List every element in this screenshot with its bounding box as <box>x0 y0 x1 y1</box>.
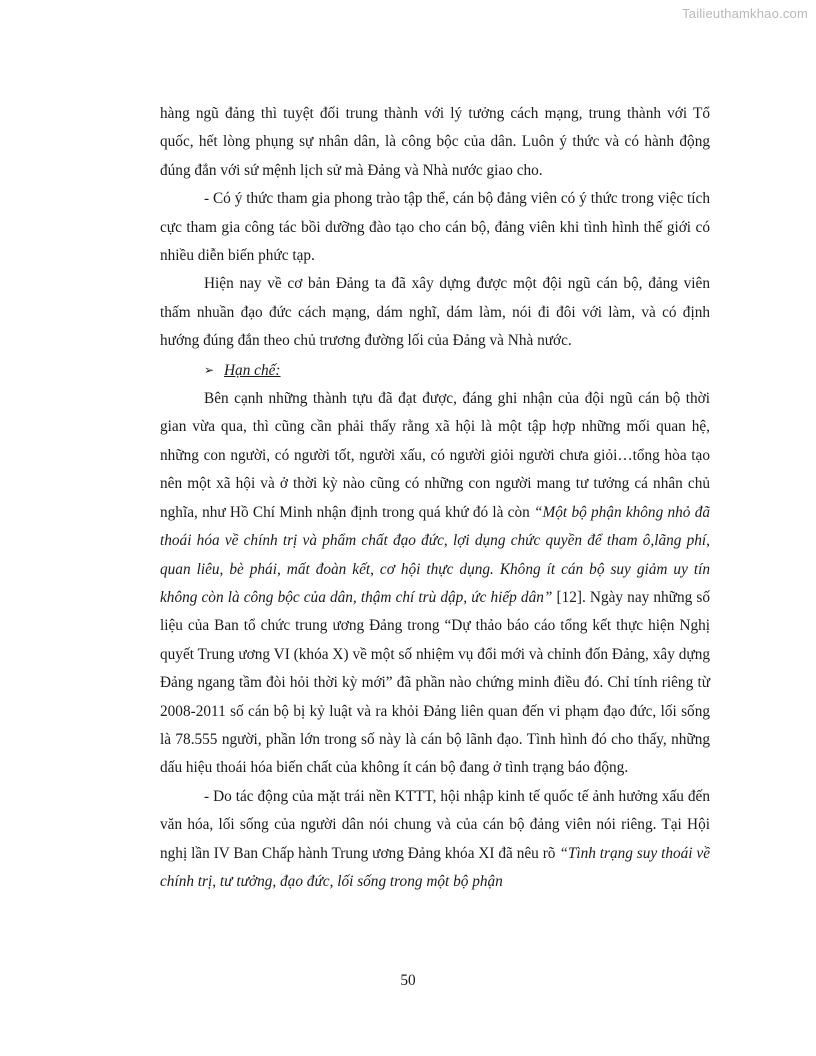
arrow-bullet-icon: ➢ <box>204 362 215 377</box>
paragraph <box>160 385 710 783</box>
quotation: “Một bộ phận không nhỏ đã thoái hóa về chính trị và phẩm chất đạo đức, lợi dụng chức quyền để tham ô,lãng phí, quan liêu, bè phái, mất đoàn kết, cơ hội thực dụng. Không ít cán bộ suy giảm uy tín không còn là công bộc của dân, thậm chí trù dập, ức hiếp dân” <box>160 503 710 606</box>
paragraph-text: - Do tác động của mặt trái nền KTTT, hội nhập kinh tế quốc tế ảnh hưởng xấu đến văn hóa, lối sống của người dân nói chung và của cán bộ đảng viên nói riêng. Tại Hội nghị lần IV Ban Chấp hành Trung ương Đảng khóa XI đã nêu rõ <box>160 787 710 862</box>
paragraph-text: Bên cạnh những thành tựu đã đạt được, đáng ghi nhận của đội ngũ cán bộ thời gian vừa qua, thì cũng cần phải thấy rằng xã hội là một tập hợp những mối quan hệ, những con người, có người tốt, người xấu, có người giỏi người chưa giỏi…tổng hòa tạo nên một xã hội và ở thời kỳ nào cũng có những con người mang tư tưởng cá nhân chủ nghĩa, như Hồ Chí Minh nhận định trong quá khứ đó là còn <box>160 390 710 521</box>
paragraph <box>160 783 710 897</box>
quotation: “Tình trạng suy thoái về chính trị, tư tưởng, đạo đức, lối sống trong một bộ phận <box>160 844 710 890</box>
paragraph: hàng ngũ đảng thì tuyệt đối trung thành với lý tưởng cách mạng, trung thành với Tổ quốc, hết lòng phụng sự nhân dân, là công bộc của dân. Luôn ý thức và có hành động đúng đắn với sứ mệnh lịch sử mà Đảng và Nhà nước giao cho. <box>160 105 710 179</box>
paragraph: - Có ý thức tham gia phong trào tập thể, cán bộ đảng viên có ý thức trong việc tích cực tham gia công tác bồi dưỡng đào tạo cho cán bộ, đảng viên khi tình hình thế giới có nhiều diễn biến phức tạp. <box>160 190 710 265</box>
section-heading-label: Hạn chế: <box>224 361 281 379</box>
section-heading <box>160 356 710 385</box>
document-body <box>160 100 710 896</box>
paragraph: Hiện nay về cơ bản Đảng ta đã xây dựng được một đội ngũ cán bộ, đảng viên thấm nhuần đạo đức cách mạng, dám nghĩ, dám làm, nói đi đôi với làm, và có định hướng đúng đắn theo chủ trương đường lối của Đảng và Nhà nước. <box>160 275 710 350</box>
watermark: Tailieuthamkhao.com <box>682 6 808 21</box>
page-number: 50 <box>400 972 416 989</box>
paragraph-text: [12]. Ngày nay những số liệu của Ban tổ chức trung ương Đảng trong “Dự thảo báo cáo tổng kết thực hiện Nghị quyết Trung ương VI (khóa X) về một số nhiệm vụ đổi mới và chỉnh đốn Đảng, xây dựng Đảng ngang tầm đòi hỏi thời kỳ mới” đã phần nào chứng minh điều đó. Chỉ tính riêng từ 2008-2011 số cán bộ bị kỷ luật và ra khỏi Đảng liên quan đến vi phạm đạo đức, lối sống là 78.555 người, phần lớn trong số này là cán bộ lãnh đạo. Tình hình đó cho thấy, những dấu hiệu thoái hóa biến chất của không ít cán bộ đang ở tình trạng báo động. <box>160 588 710 777</box>
